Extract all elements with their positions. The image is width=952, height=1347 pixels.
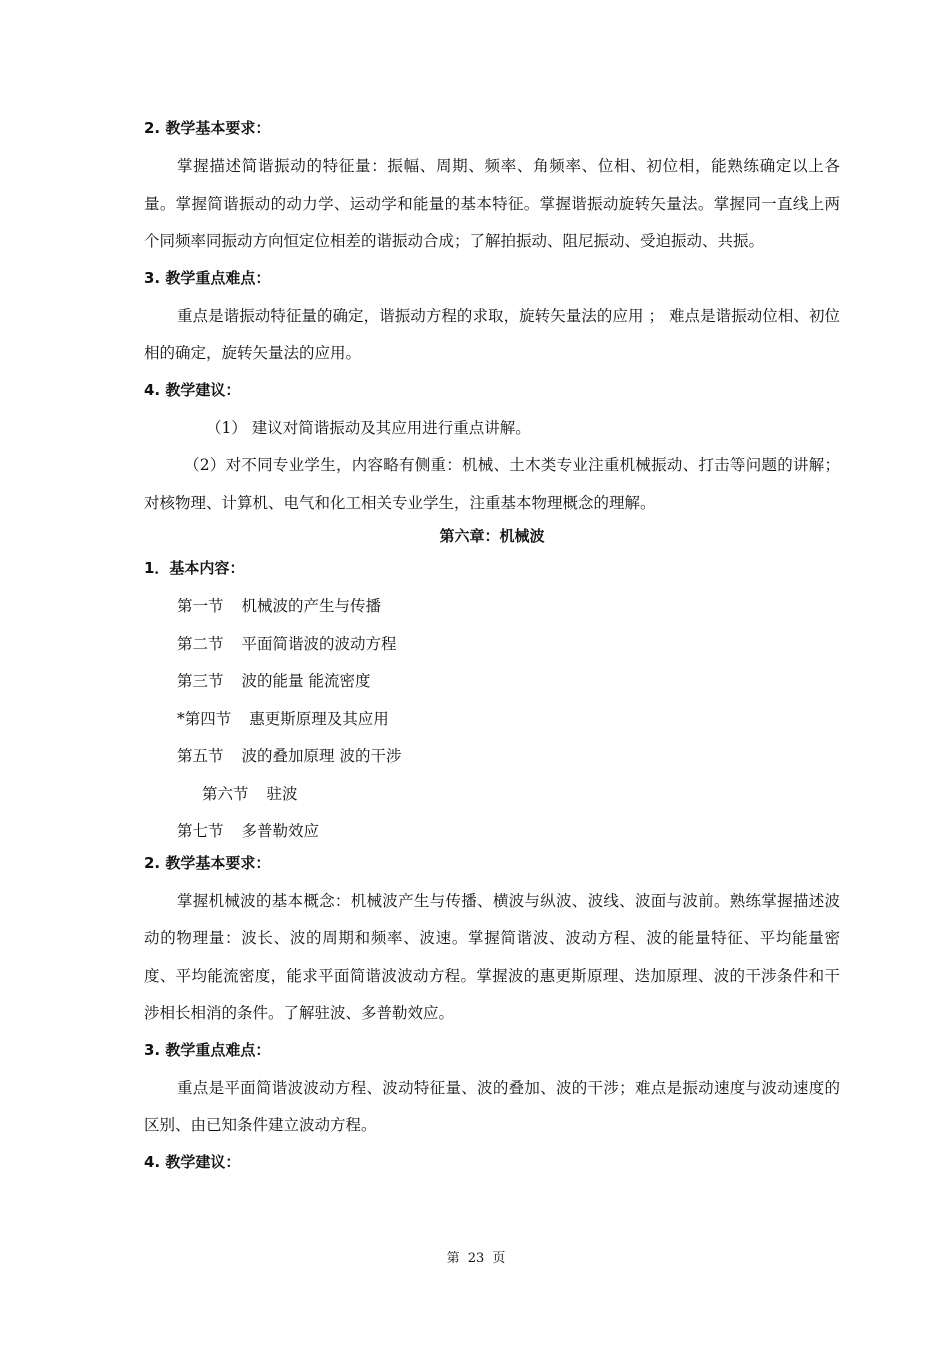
section-number: *第四节 (177, 709, 232, 728)
list-item (144, 738, 840, 776)
section-number: 第二节 (177, 634, 224, 653)
teaching-suggestions-heading: 4. 教学建议： (144, 380, 241, 399)
key-difficult-points-text: 重点是谐振动特征量的确定，谐振动方程的求取，旋转矢量法的应用 ； 难点是谐振动位相、初位相的确定，旋转矢量法的应用。 (144, 306, 840, 362)
section-name: 波的能量 能流密度 (241, 672, 371, 690)
section-list (144, 588, 840, 851)
section-number: 第七节 (177, 822, 224, 840)
section-name: 平面简谐波的波动方程 (241, 634, 397, 653)
teaching-suggestion-2: （2）对不同专业学生，内容略有侧重：机械、土木类专业注重机械振动、打击等问题的讲解；对核物理、计算机、电气和化工相关专业学生，注重基本物理概念的理解。 (144, 456, 840, 512)
list-item (144, 776, 840, 814)
key-difficult-points-heading: 3. 教学重点难点： (144, 268, 271, 287)
basic-content-heading: 1．基本内容： (144, 559, 245, 577)
section-number: 第六节 (202, 784, 249, 803)
list-item (144, 663, 840, 701)
chapter-title: 第六章：机械波 (439, 527, 545, 545)
section-name: 多普勒效应 (241, 822, 320, 840)
ch6-teaching-suggestions-heading: 4. 教学建议： (144, 1152, 241, 1171)
section-name: 波的叠加原理 波的干涉 (241, 747, 402, 765)
list-item (144, 701, 840, 739)
section-number: 第一节 (177, 597, 224, 615)
ch6-key-difficult-points-text: 重点是平面简谐波波动方程、波动特征量、波的叠加、波的干涉；难点是振动速度与波动速度的区别、由已知条件建立波动方程。 (144, 1078, 840, 1134)
list-item (144, 626, 840, 664)
list-item (144, 813, 840, 851)
section-name: 惠更斯原理及其应用 (249, 709, 389, 728)
teaching-suggestion-1: （1） 建议对简谐振动及其应用进行重点讲解。 (206, 418, 531, 437)
section-number: 第五节 (177, 747, 224, 765)
teaching-requirements-text: 掌握描述简谐振动的特征量：振幅、周期、频率、角频率、位相、初位相，能熟练确定以上各量。掌握简谐振动的动力学、运动学和能量的基本特征。掌握谐振动旋转矢量法。掌握同一直线上两个同频率同振动方向恒定位相差的谐振动合成；了解拍振动、阻尼振动、受迫振动、共振。 (144, 157, 840, 250)
section-name: 驻波 (266, 784, 298, 803)
section-name: 机械波的产生与传播 (241, 597, 382, 615)
page-number: 第 23 页 (446, 1251, 506, 1266)
teaching-requirements-heading: 2. 教学基本要求： (144, 119, 271, 137)
list-item (144, 588, 840, 626)
ch6-key-difficult-points-heading: 3. 教学重点难点： (144, 1040, 271, 1059)
page-content (144, 118, 840, 1182)
ch6-teaching-requirements-heading: 2. 教学基本要求： (144, 853, 271, 872)
section-number: 第三节 (177, 672, 224, 690)
ch6-teaching-requirements-text: 掌握机械波的基本概念：机械波产生与传播、横波与纵波、波线、波面与波前。熟练掌握描述波动的物理量：波长、波的周期和频率、波速。掌握简谐波、波动方程、波的能量特征、平均能量密度、平均能流密度，能求平面简谐波波动方程。掌握波的惠更斯原理、迭加原理、波的干涉条件和干涉相长相消的条件。了解驻波、多普勒效应。 (144, 891, 840, 1022)
